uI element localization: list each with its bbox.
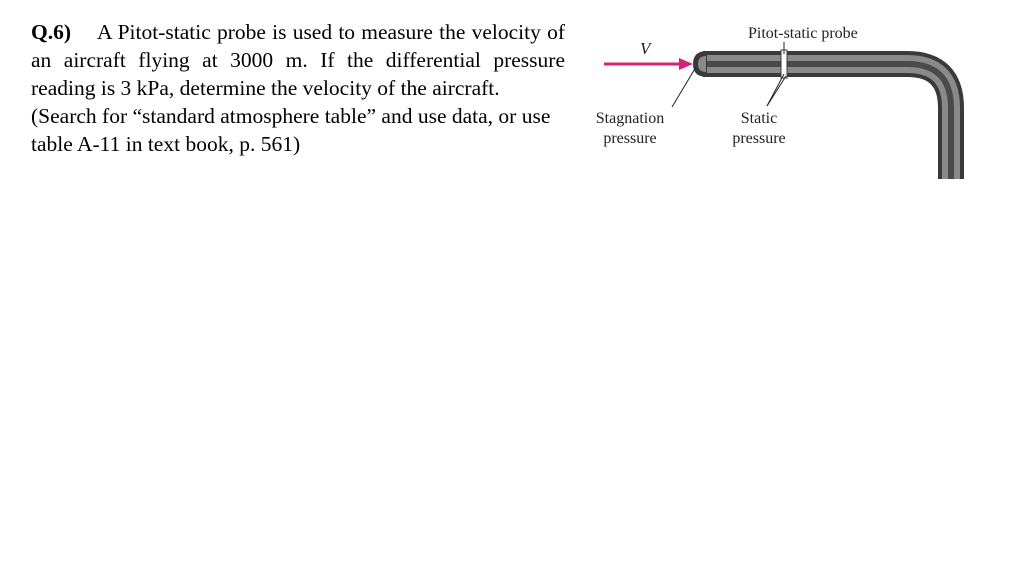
question-text: A Pitot-static probe is used to measure the velocity of an aircraft flying at 3000 m. If the differential pressure reading is 3 kPa, determine the velocity of the aircraft. bbox=[31, 20, 565, 100]
velocity-symbol: V bbox=[640, 39, 651, 58]
stagnation-label-line1: Stagnation bbox=[595, 110, 665, 127]
question-note: (Search for “standard atmosphere table” and use data, or use table A-11 in text book, p. 561) bbox=[31, 104, 551, 156]
pitot-static-probe-figure bbox=[585, 14, 985, 179]
static-label-line1: Static bbox=[740, 110, 778, 127]
figure-title: Pitot-static probe bbox=[748, 25, 858, 42]
velocity-arrow-head bbox=[679, 58, 693, 70]
static-label-line2: pressure bbox=[732, 130, 786, 147]
static-port bbox=[781, 50, 787, 78]
static-leader-line-2 bbox=[767, 76, 786, 106]
question-number: Q.6) bbox=[31, 20, 72, 44]
stagnation-label-line2: pressure bbox=[603, 130, 657, 147]
question-paragraph bbox=[31, 18, 565, 102]
question-block bbox=[31, 18, 565, 158]
pitot-static-probe-diagram bbox=[585, 14, 985, 179]
stagnation-leader-line bbox=[672, 67, 696, 107]
